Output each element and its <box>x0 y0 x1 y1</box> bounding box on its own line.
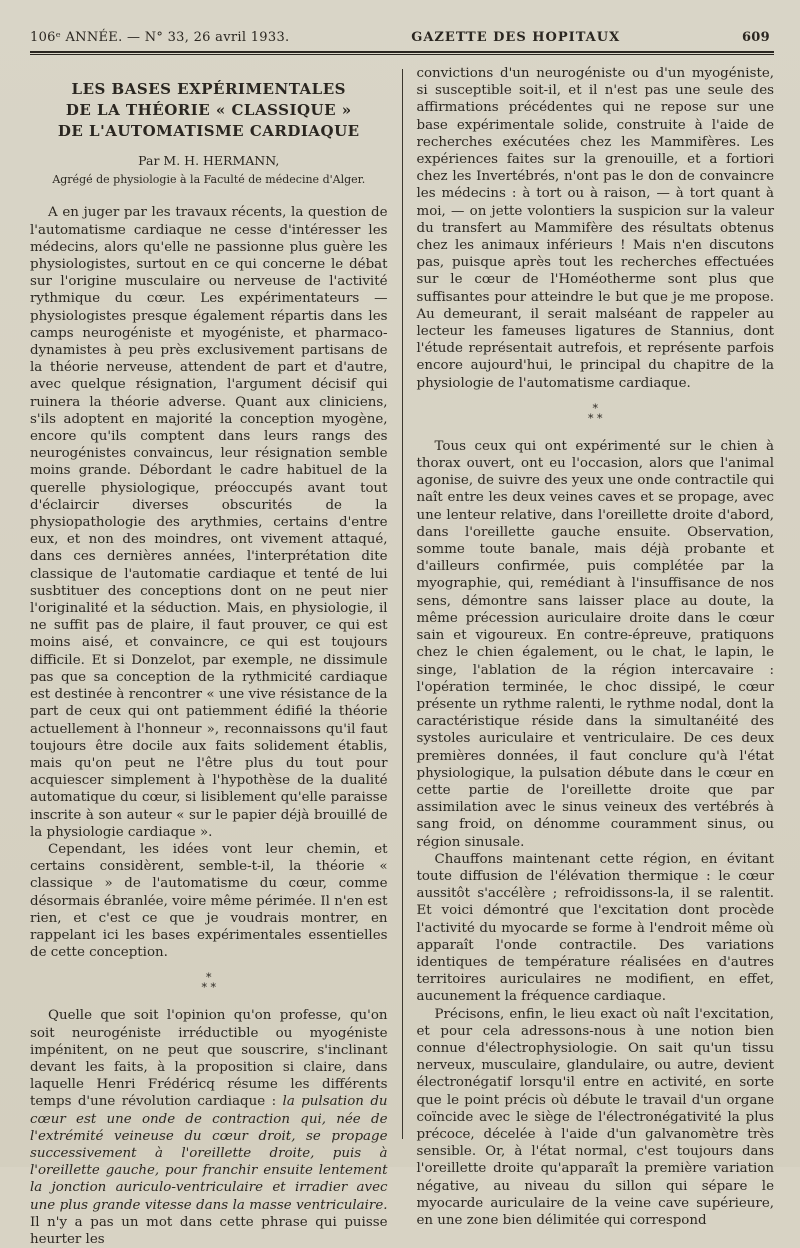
title-line: LES BASES EXPÉRIMENTALES <box>71 80 346 98</box>
paragraph: Précisons, enfin, le lieu exact où naît l'excitation, et pour cela adressons-nous à une notion bien connue d'électrophysiologie. On sait qu'un tissu nerveux, musculaire, glandulaire, ou autre, devient électronégatif lorsqu'il entre en activité, en sorte que le point précis où débute le travail d'un organe coïncide avec le siège de l'électronégativité la plus précoce, décelée à l'aide d'un galvanomètre très sensible. Or, à l'état normal, c'est toujours dans l'oreillette droite qu'apparaît la première variation négative, au niveau du sillon qui sépare le myocarde auriculaire de la veine cave supérieure, en une zone bien délimitée qui correspond <box>416 1006 775 1228</box>
paragraph: convictions d'un neurogéniste ou d'un myogéniste, si susceptible soit-il, et il n'est pas une seule des affirmations précédentes qui ne repose sur une base expérimentale solide, construite à l'aide de recherches exécutées chez les Mammifères. Les expériences faites sur la grenouille, et a fortiori chez les Invertébrés, n'ont pas le don de convaincre les médecins : à tort ou à raison, — à tort quant à moi, — on jette volontiers la suspicion sur la valeur du transfert au Mammifère des résultats obtenus chez les animaux inférieurs ! Mais n'en discutons pas, puisque après tout les recherches effectuées sur le cœur de l'Homéotherme sont plus que suffisantes pour atteindre le but que je me propose. Au demeurant, il serait malséant de rappeler au lecteur les fameuses ligatures de Stannius, dont l'étude représentait autrefois, et représente parfois encore aujourd'hui, le principal du chapitre de la physiologie de l'automatisme cardiaque. <box>416 66 775 391</box>
quote-italic: la pulsation du cœur est une onde de contraction qui, née de l'extrémité veineuse du cœur droit, se propage successivement à l'oreillette droite, puis à l'oreillette gauche, pour franchir ensuite lentement la jonction auriculo-ventriculaire et irradier avec une plus grande vitesse dans la masse ventriculaire. <box>30 1094 388 1213</box>
header-rule <box>30 51 774 53</box>
paragraph-text: Quelle que soit l'opinion qu'on professe, qu'on soit neurogéniste irréductible ou myogéniste impénitent, on ne peut que souscrire, s'inclinant devant les faits, à la proposition si claire, dans laquelle Henri Frédéricq résume les différents temps d'une révolution cardiaque : <box>30 1008 388 1110</box>
column-divider <box>402 69 403 1139</box>
section-separator: * * * <box>201 971 216 995</box>
page-number: 609 <box>741 30 770 45</box>
author: Par M. H. HERMANN, <box>138 153 280 168</box>
paragraph: A en juger par les travaux récents, la question de l'automatisme cardiaque ne cesse d'intéresser les médecins, alors qu'elle ne passionne plus guère les physiologistes, surtout en ce qui concerne le débat sur l'origine musculaire ou nerveuse de l'activité rythmique du cœur. Les expérimentateurs — physiologistes presque également répartis dans les camps neurogéniste et myogéniste, et pharmaco-dynamistes à peu près exclusivement partisans de la théorie nerveuse, attendent de part et d'autre, avec quelque résignation, l'argument décisif qui ruinera la théorie adverse. Quant aux cliniciens, s'ils adoptent en majorité la conception myogène, encore qu'ils comptent dans leurs rangs des neurogénistes convaincus, leur résignation semble moins grande. Débordant le cadre habituel de la querelle physiologique, préoccupés avant tout d'éclaircir diverses obscurités de la physiopathologie des arythmies, certains d'entre eux, et non des moindres, ont vivement attaqué, dans ces dernières années, l'interprétation dite classique de l'automatie cardiaque et tenté de lui susbtituer des conceptions dont on ne peut nier l'originalité et la séduction. Mais, en physiologie, il ne suffit pas de plaire, il faut prouver, ce qui est moins aisé, et convaincre, ce qui est toujours difficile. Et si Donzelot, par exemple, ne dissimule pas que sa conception de la rythmicité cardiaque est destinée à rencontrer « une vive résistance de la part de ceux qui ont patiemment édifié la théorie actuellement à l'honneur », reconnaissons qu'il faut toujours être docile aux faits solidement établis, mais qu'on peut ne l'être plus du tout pour acquiescer simplement à l'hypothèse de la dualité automatique du cœur, si lisiblement qu'elle paraisse inscrite à son auteur « sur le papier déjà brouillé de la physiologie cardiaque ». <box>30 205 388 840</box>
issue-line: 106ᵉ ANNÉE. — N° 33, 26 avril 1933. <box>30 30 290 45</box>
title-line: DE LA THÉORIE « CLASSIQUE » <box>65 101 352 119</box>
paragraph: Cependant, les idées vont leur chemin, et certains considèrent, semble-t-il, la théorie « classique » de l'automatisme du cœur, comme désormais ébranlée, voire même périmée. Il n'en est rien, et c'est ce que je voudrais montrer, en rappelant ici les bases expérimentales essentielles de cette conception. <box>30 841 388 961</box>
journal-title: GAZETTE DES HOPITAUX <box>411 30 621 45</box>
article-title <box>30 79 388 142</box>
title-line: DE L'AUTOMATISME CARDIAQUE <box>57 122 360 140</box>
paragraph <box>30 1007 388 1248</box>
header-rule-thin <box>30 54 774 55</box>
running-header <box>30 22 774 49</box>
left-column <box>30 65 388 1248</box>
paragraph: Chauffons maintenant cette région, en évitant toute diffusion de l'élévation thermique : le cœur aussitôt s'accélère ; refroidissons-la, il se ralentit. Et voici démontré que l'excitation dont procède l'activité du myocarde se forme à l'endroit même où apparaît l'onde contractile. Des variations identiques de température réalisées en d'autres territoires auriculaires ne modifient, en effet, aucunement la fréquence cardiaque. <box>416 851 775 1005</box>
two-column-body <box>30 65 774 1248</box>
section-separator: * * * <box>588 401 603 425</box>
affiliation: Agrégé de physiologie à la Faculté de médecine d'Alger. <box>52 173 366 187</box>
paragraph-text: Il n'y a pas un mot dans cette phrase qui puisse heurter les <box>30 1214 388 1247</box>
paragraph: Tous ceux qui ont expérimenté sur le chien à thorax ouvert, ont eu l'occasion, alors que l'animal agonise, de suivre des yeux une onde contractile qui naît entre les deux veines caves et se propage, avec une lenteur relative, dans l'oreillette droite d'abord, dans l'oreillette gauche ensuite. Observation, somme toute banale, mais déjà probante et d'ailleurs confirmée, puis complétée par la myographie, qui, remédiant à l'insuffisance de nos sens, démontre sans laisser place au doute, la même précession auriculaire droite dans le cœur sain et vigoureux. En contre-épreuve, pratiquons chez le chien également, ou le chat, le lapin, le singe, l'ablation de la région intercavaire : l'opération terminée, le choc dissipé, le cœur présente un rythme ralenti, le rythme nodal, dont la caractéristique réside dans la simultanéité des systoles auriculaire et ventriculaire. De ces deux premières données, il faut conclure qu'à l'état physiologique, la pulsation débute dans le cœur en cette partie de l'oreillette droite que par assimilation avec le sinus veineux des vertébrés à sang froid, on dénomme couramment sinus, ou région sinusale. <box>416 438 775 850</box>
right-column <box>417 65 775 1248</box>
